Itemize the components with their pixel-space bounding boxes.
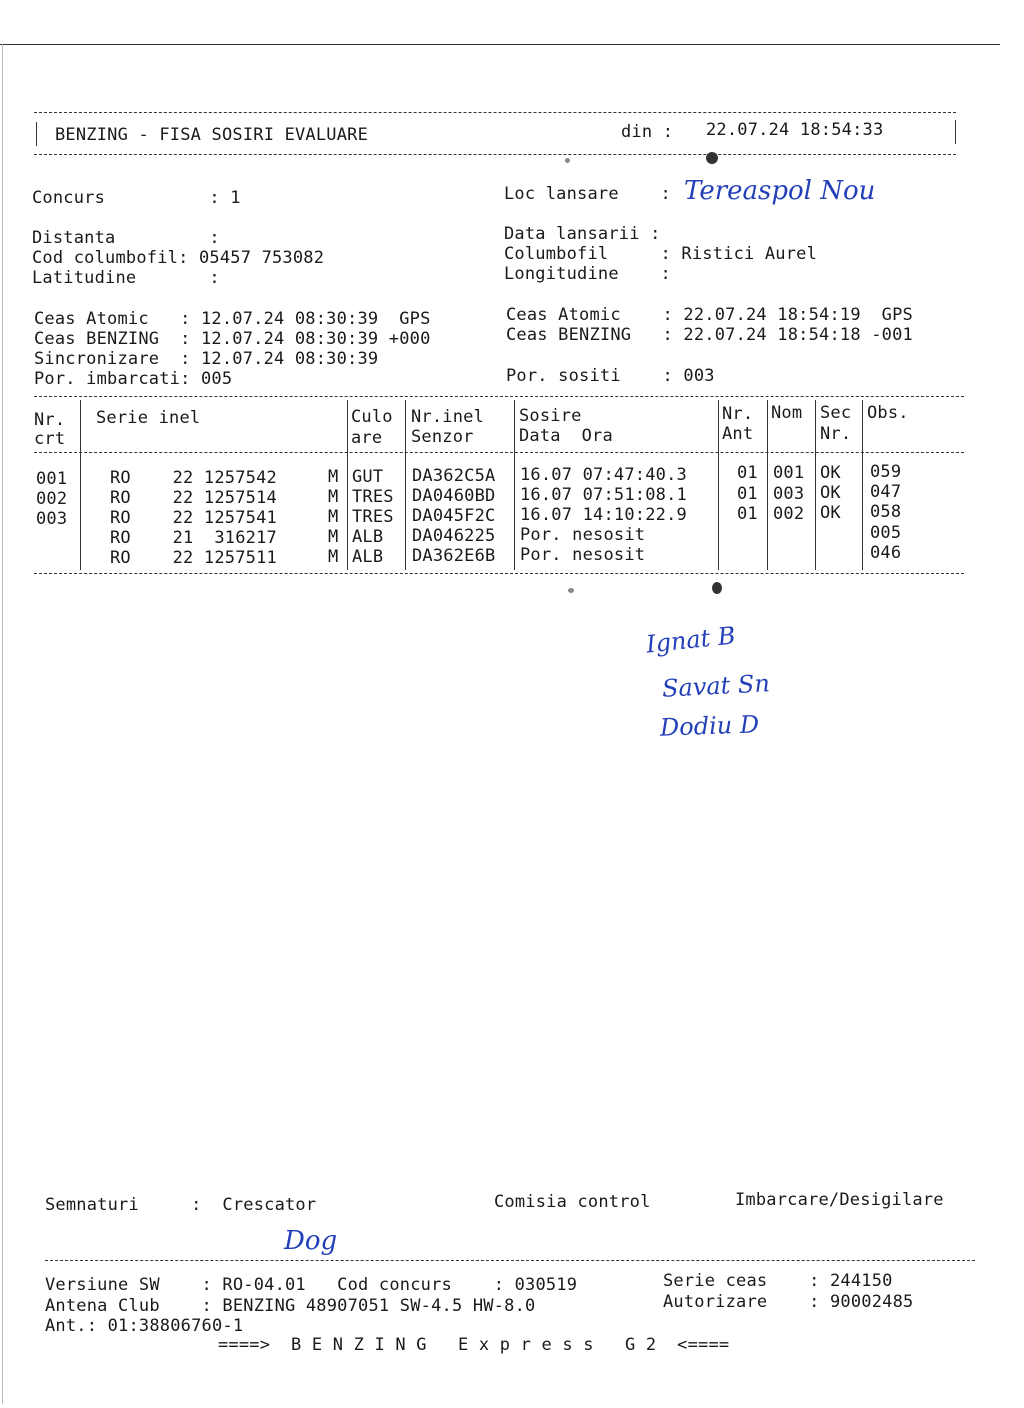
row-culoare: ALB (352, 547, 384, 567)
crescator-signature: Dog (284, 1226, 338, 1256)
col-sep-8 (862, 400, 863, 570)
row-sec: OK (820, 463, 841, 483)
imbarcare-label: Imbarcare/Desigilare (735, 1190, 944, 1210)
row-obs: 005 (870, 523, 902, 543)
col-sep-3 (405, 400, 406, 570)
th-culoare-1: Culo (351, 407, 393, 427)
col-sep-4 (514, 400, 515, 570)
row-ant: 01 (737, 463, 758, 483)
scan-top-edge (0, 44, 1000, 45)
signature-1: Ignat B (644, 621, 737, 659)
row-sex: M (328, 547, 339, 567)
columbofil-field: Columbofil : Ristici Aurel (504, 244, 818, 264)
col-sep-2 (347, 400, 348, 570)
versiune-sw-field: Versiune SW : RO-04.01 Cod concurs : 030519 (45, 1275, 578, 1295)
por-imbarcati-field: Por. imbarcati: 005 (34, 369, 233, 389)
comisia-control-label: Comisia control (494, 1192, 651, 1212)
header-bottom-border (34, 154, 956, 155)
row-serie: RO 22 1257514 (110, 488, 277, 508)
scan-speck (568, 588, 574, 593)
row-sosire: 16.07 07:51:08.1 (520, 485, 687, 505)
row-obs: 059 (870, 462, 902, 482)
th-obs: Obs. (867, 403, 909, 423)
data-lansarii-field: Data lansarii : (504, 224, 661, 244)
row-sex: M (328, 507, 339, 527)
por-sositi-field: Por. sositi : 003 (506, 366, 715, 386)
row-sosire: Por. nesosit (520, 545, 646, 565)
row-obs: 058 (870, 502, 902, 522)
row-sex: M (328, 527, 339, 547)
row-senzor: DA046225 (412, 526, 496, 546)
cod-columbofil-field: Cod columbofil: 05457 753082 (32, 248, 325, 268)
ceas-atomic-end: Ceas Atomic : 22.07.24 18:54:19 GPS (506, 305, 913, 325)
distanta-field: Distanta : (32, 228, 220, 248)
ant-field: Ant.: 01:38806760-1 (45, 1316, 244, 1336)
col-sep-7 (815, 400, 816, 570)
row-sosire: 16.07 07:47:40.3 (520, 465, 687, 485)
scan-left-edge (2, 44, 3, 1404)
th-sec-1: Sec (820, 403, 852, 423)
date-value: 22.07.24 18:54:33 (706, 120, 884, 140)
row-serie: RO 22 1257511 (110, 548, 277, 568)
row-nom: 001 (773, 463, 805, 483)
header-right-border (955, 120, 956, 144)
row-obs: 046 (870, 543, 902, 563)
row-nr: 002 (36, 489, 68, 509)
th-crt: crt (34, 429, 66, 449)
row-culoare: GUT (352, 467, 384, 487)
longitudine-field: Longitudine : (504, 264, 671, 284)
row-culoare: TRES (352, 487, 394, 507)
autorizare-field: Autorizare : 90002485 (663, 1292, 914, 1312)
th-senzor: Senzor (411, 427, 474, 447)
header-top-border (34, 112, 956, 113)
row-ant: 01 (737, 504, 758, 524)
row-serie: RO 21 316217 (110, 528, 277, 548)
row-nom: 003 (773, 484, 805, 504)
ceas-atomic-start: Ceas Atomic : 12.07.24 08:30:39 GPS (34, 309, 431, 329)
row-sex: M (328, 487, 339, 507)
date-label: din : (621, 122, 674, 142)
latitudine-field: Latitudine : (32, 268, 220, 288)
col-sep-5 (718, 400, 719, 570)
row-senzor: DA362E6B (412, 546, 496, 566)
serie-ceas-field: Serie ceas : 244150 (663, 1271, 893, 1291)
scan-speck (565, 158, 570, 163)
row-nr: 003 (36, 509, 68, 529)
row-sec: OK (820, 483, 841, 503)
row-sex: M (328, 467, 339, 487)
row-senzor: DA0460BD (412, 486, 496, 506)
col-sep-1 (80, 400, 81, 570)
concurs-field: Concurs : 1 (32, 188, 241, 208)
loc-lansare-handwritten: Tereaspol Nou (684, 176, 876, 206)
row-senzor: DA362C5A (412, 466, 496, 486)
row-senzor: DA045F2C (412, 506, 496, 526)
row-obs: 047 (870, 482, 902, 502)
row-sosire: Por. nesosit (520, 525, 646, 545)
row-sec: OK (820, 503, 841, 523)
benzing-brand-line: ====> B E N Z I N G E x p r e s s G 2 <==== (218, 1335, 730, 1355)
document-title: BENZING - FISA SOSIRI EVALUARE (55, 125, 369, 145)
col-sep-6 (767, 400, 768, 570)
scan-speck (712, 582, 722, 594)
row-serie: RO 22 1257542 (110, 468, 277, 488)
th-nr-ant-1: Nr. (722, 404, 754, 424)
loc-lansare-field: Loc lansare : (504, 184, 671, 204)
table-header-separator (34, 452, 964, 453)
signature-3: Dodiu D (659, 710, 760, 742)
row-nr: 001 (36, 469, 68, 489)
th-serie-inel: Serie inel (96, 408, 201, 428)
scan-speck (706, 152, 718, 164)
ceas-benzing-start: Ceas BENZING : 12.07.24 08:30:39 +000 (34, 329, 431, 349)
th-data-ora: Data Ora (519, 426, 613, 446)
row-nom: 002 (773, 504, 805, 524)
table-bottom-border (34, 573, 964, 574)
row-sosire: 16.07 14:10:22.9 (520, 505, 687, 525)
row-serie: RO 22 1257541 (110, 508, 277, 528)
sincronizare-field: Sincronizare : 12.07.24 08:30:39 (34, 349, 379, 369)
th-sec-2: Nr. (820, 424, 852, 444)
th-nr-ant-2: Ant (722, 424, 754, 444)
header-left-border (36, 122, 37, 146)
signature-2: Savat Sn (661, 669, 771, 703)
th-nr-inel: Nr.inel (411, 407, 485, 427)
row-culoare: TRES (352, 507, 394, 527)
ceas-benzing-end: Ceas BENZING : 22.07.24 18:54:18 -001 (506, 325, 913, 345)
semnaturi-label: Semnaturi : Crescator (45, 1195, 317, 1215)
th-sosire: Sosire (519, 406, 582, 426)
footer-separator (45, 1260, 975, 1261)
row-ant: 01 (737, 484, 758, 504)
antena-club-field: Antena Club : BENZING 48907051 SW-4.5 HW-8.0 (45, 1296, 536, 1316)
th-culoare-2: are (351, 428, 383, 448)
th-nr: Nr. (34, 410, 66, 430)
table-top-border (34, 396, 964, 397)
th-nom: Nom (771, 403, 803, 423)
row-culoare: ALB (352, 527, 384, 547)
